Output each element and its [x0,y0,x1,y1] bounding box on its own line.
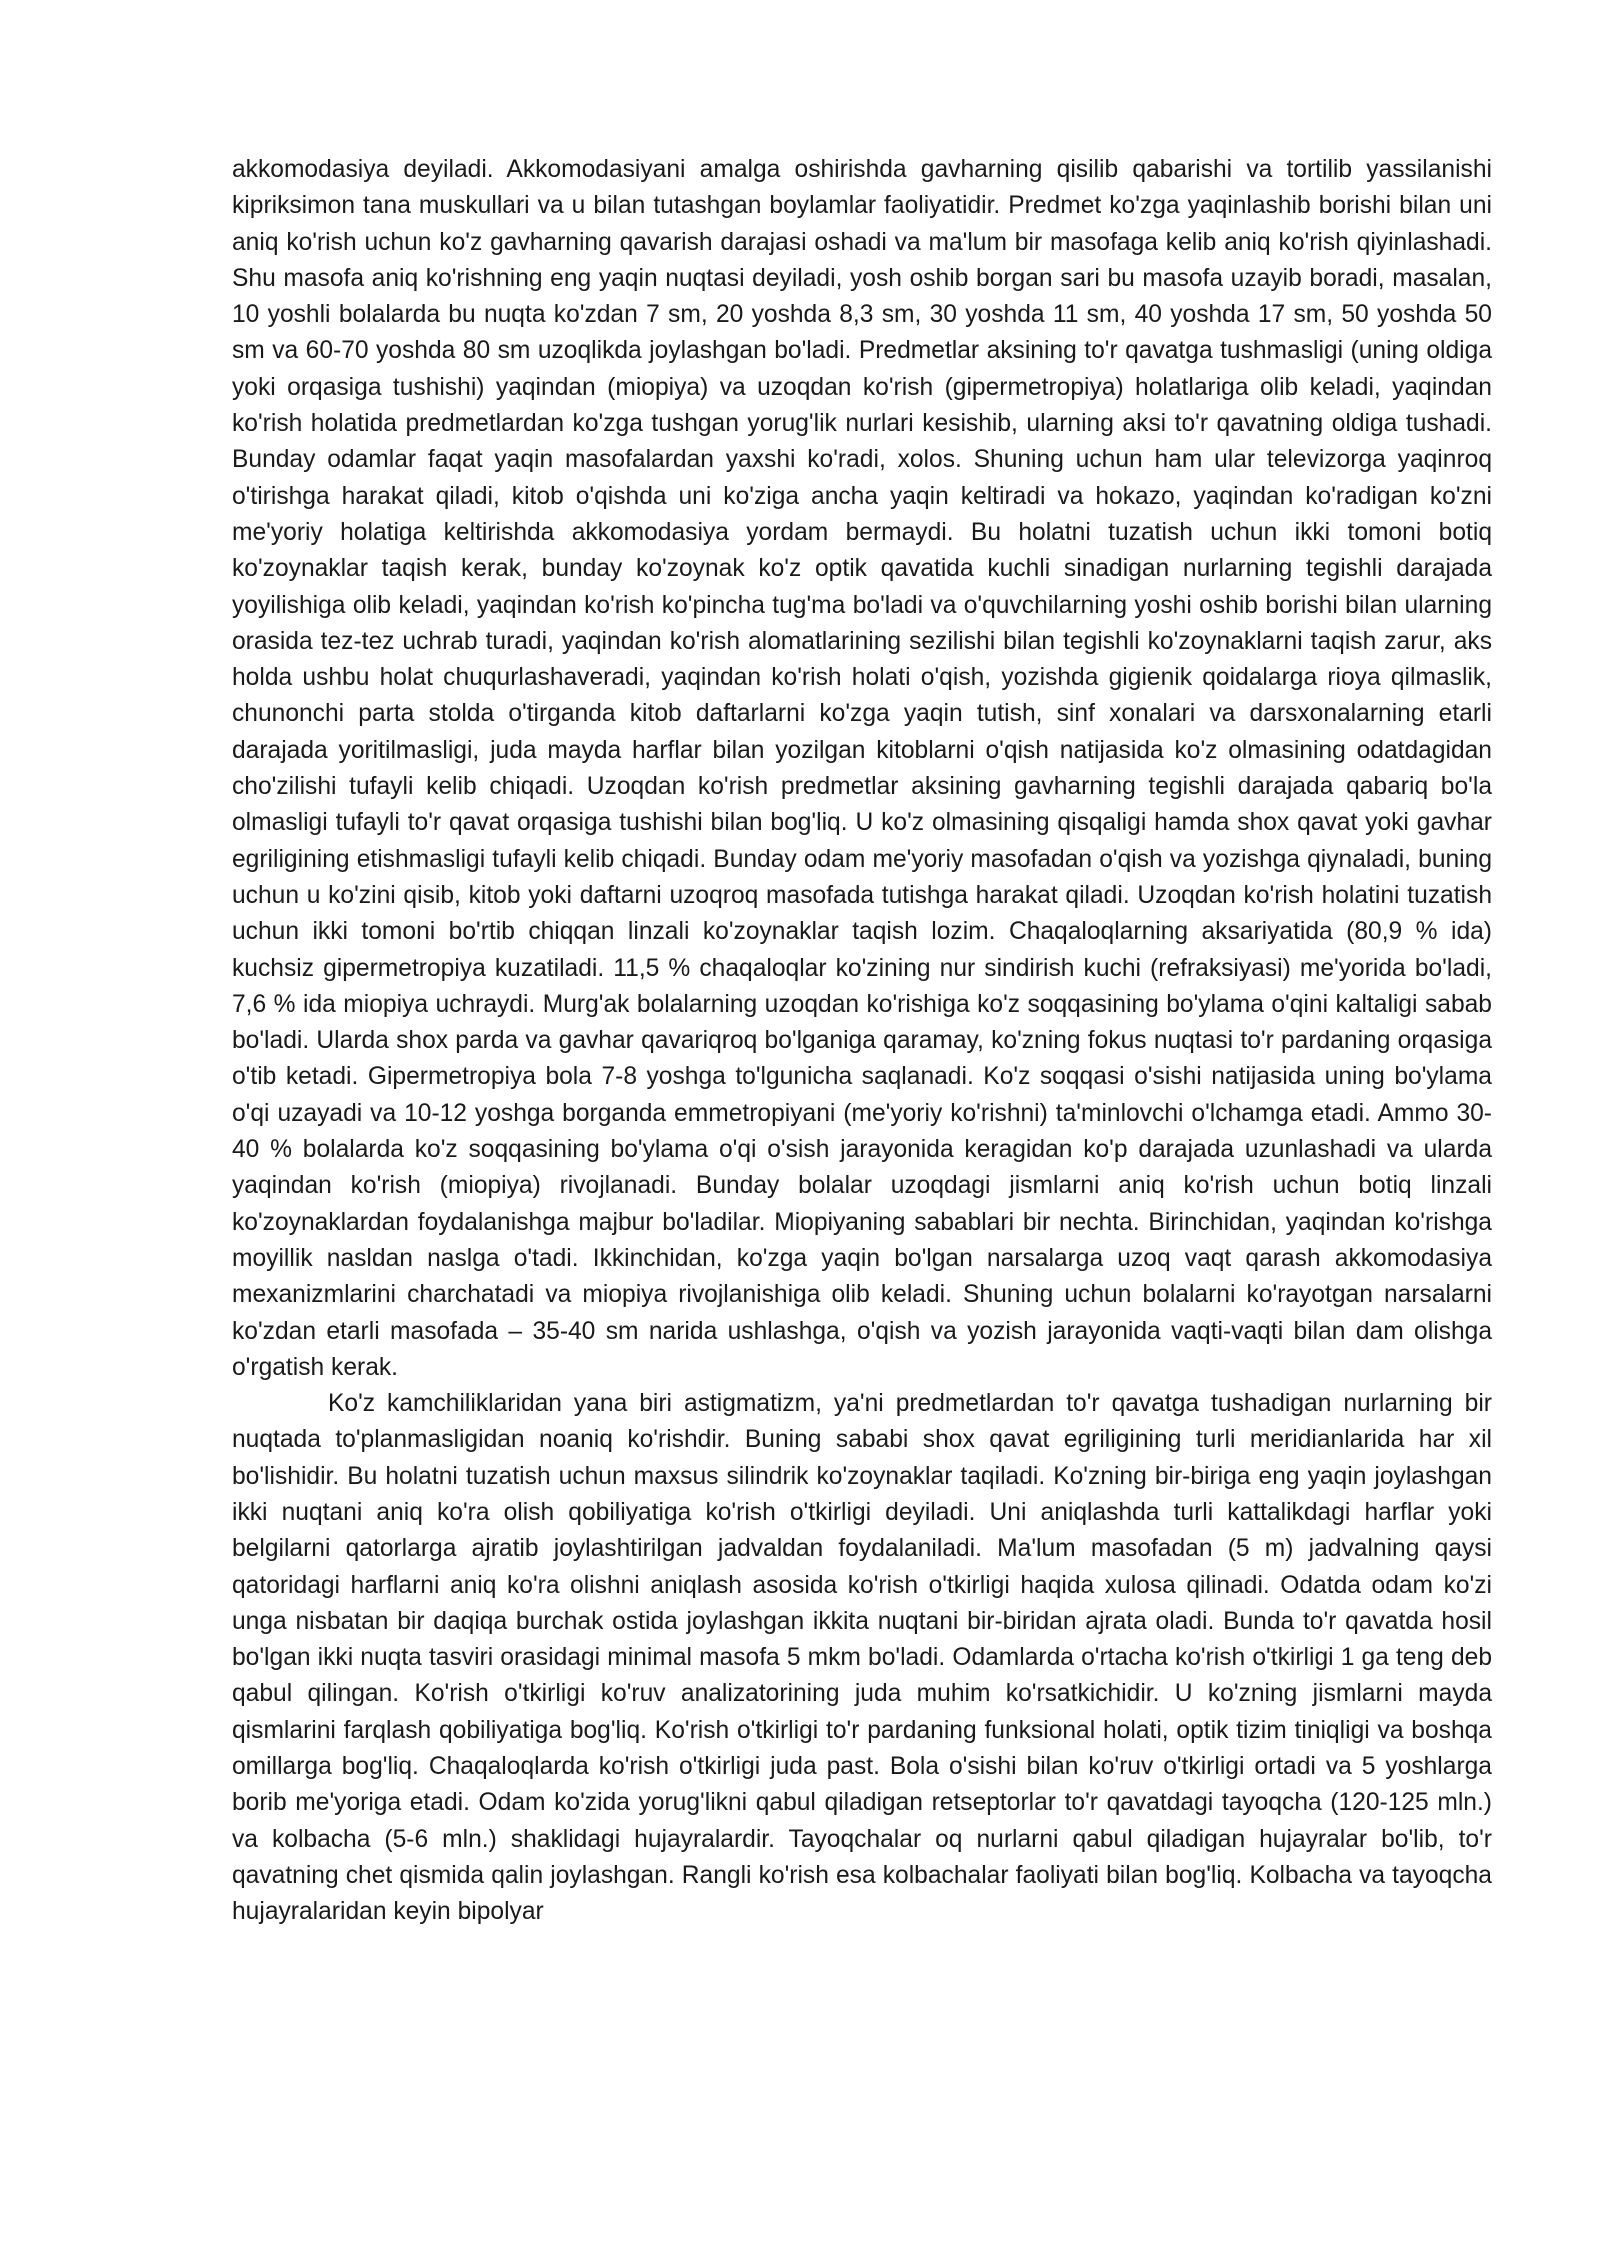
paragraph-astigmatism-acuity: Ko'z kamchiliklaridan yana biri astigmatizm, ya'ni predmetlardan to'r qavatga tushadigan nurlarning bir nuqtada to'planmasligidan noaniq ko'rishdir. Buning sababi shox qavat egriligining turli meridianlarida har xil bo'lishidir. Bu holatni tuzatish uchun maxsus silindrik ko'zoynaklar taqiladi. Ko'zning bir-biriga eng yaqin joylashgan ikki nuqtani aniq ko'ra olish qobiliyatiga ko'rish o'tkirligi deyiladi. Uni aniqlashda turli kattalikdagi harflar yoki belgilarni qatorlarga ajratib joylashtirilgan jadvaldan foydalaniladi. Ma'lum masofadan (5 m) jadvalning qaysi qatoridagi harflarni aniq ko'ra olishni aniqlash asosida ko'rish o'tkirligi haqida xulosa qilinadi. Odatda odam ko'zi unga nisbatan bir daqiqa burchak ostida joylashgan ikkita nuqtani bir-biridan ajrata oladi. Bunda to'r qavatda hosil bo'lgan ikki nuqta tasviri orasidagi minimal masofa 5 mkm bo'ladi. Odamlarda o'rtacha ko'rish o'tkirligi 1 ga teng deb qabul qilingan. Ko'rish o'tkirligi ko'ruv analizatorining juda muhim ko'rsatkichidir. U ko'zning jismlarni mayda qismlarini farqlash qobiliyatiga bog'liq. Ko'rish o'tkirligi to'r pardaning funksional holati, optik tizim tiniqligi va boshqa omillarga bog'liq. Chaqaloqlarda ko'rish o'tkirligi juda past. Bola o'sishi bilan ko'ruv o'tkirligi ortadi va 5 yoshlarga borib me'yoriga etadi. Odam ko'zida yorug'likni qabul qiladigan retseptorlar to'r qavatdagi tayoqcha (120-125 mln.) va kolbacha (5-6 mln.) shaklidagi hujayralardir. Tayoqchalar oq nurlarni qabul qiladigan hujayralar bo'lib, to'r qavatning chet qismida qalin joylashgan. Rangli ko'rish esa kolbachalar faoliyati bilan bog'liq. Kolbacha va tayoqcha hujayralaridan keyin bipolyar [232,1390,1492,1926]
paragraph-accommodation-refraction: akkomodasiya deyiladi. Akkomodasiyani amalga oshirishda gavharning qisilib qabarishi va tortilib yassilanishi kipriksimon tana muskullari va u bilan tutashgan boylamlar faoliyatidir. Predmet ko'zga yaqinlashib borishi bilan uni aniq ko'rish uchun ko'z gavharning qavarish darajasi oshadi va ma'lum bir masofaga kelib aniq ko'rish qiyinlashadi. Shu masofa aniq ko'rishning eng yaqin nuqtasi deyiladi, yosh oshib borgan sari bu masofa uzayib boradi, masalan, 10 yoshli bolalarda bu nuqta ko'zdan 7 sm, 20 yoshda 8,3 sm, 30 yoshda 11 sm, 40 yoshda 17 sm, 50 yoshda 50 sm va 60-70 yoshda 80 sm uzoqlikda joylashgan bo'ladi. Predmetlar aksining to'r qavatga tushmasligi (uning oldiga yoki orqasiga tushishi) yaqindan (miopiya) va uzoqdan ko'rish (gipermetropiya) holatlariga olib keladi, yaqindan ko'rish holatida predmetlardan ko'zga tushgan yorug'lik nurlari kesishib, ularning aksi to'r qavatning oldiga tushadi. Bunday odamlar faqat yaqin masofalardan yaxshi ko'radi, xolos. Shuning uchun ham ular televizorga yaqinroq o'tirishga harakat qiladi, kitob o'qishda uni ko'ziga ancha yaqin keltiradi va hokazo, yaqindan ko'radigan ko'zni me'yoriy holatiga keltirishda akkomodasiya yordam bermaydi. Bu holatni tuzatish uchun ikki tomoni botiq ko'zoynaklar taqish kerak, bunday ko'zoynak ko'z optik qavatida kuchli sinadigan nurlarning tegishli darajada yoyilishiga olib keladi, yaqindan ko'rish ko'pincha tug'ma bo'ladi va o'quvchilarning yoshi oshib borishi bilan ularning orasida tez-tez uchrab turadi, yaqindan ko'rish alomatlarining sezilishi bilan tegishli ko'zoynaklarni taqish zarur, aks holda ushbu holat chuqurlashaveradi, yaqindan ko'rish holati o'qish, yozishda gigienik qoidalarga rioya qilmaslik, chunonchi parta stolda o'tirganda kitob daftarlarni ko'zga yaqin tutish, sinf xonalari va darsxonalarning etarli darajada yoritilmasligi, juda mayda harflar bilan yozilgan kitoblarni o'qish natijasida ko'z olmasining odatdagidan cho'zilishi tufayli kelib chiqadi. Uzoqdan ko'rish predmetlar aksining gavharning tegishli darajada qabariq bo'la olmasligi tufayli to'r qavat orqasiga tushishi bilan bog'liq. U ko'z olmasining qisqaligi hamda shox qavat yoki gavhar egriligining etishmasligi tufayli kelib chiqadi. Bunday odam me'yoriy masofadan o'qish va yozishga qiynaladi, buning uchun u ko'zini qisib, kitob yoki daftarni uzoqroq masofada tutishga harakat qiladi. Uzoqdan ko'rish holatini tuzatish uchun ikki tomoni bo'rtib chiqqan linzali ko'zoynaklar taqish lozim. Chaqaloqlarning aksariyatida (80,9 % ida) kuchsiz gipermetropiya kuzatiladi. 11,5 % chaqaloqlar ko'zining nur sindirish kuchi (refraksiyasi) me'yorida bo'ladi, 7,6 % ida miopiya uchraydi. Murg'ak bolalarning uzoqdan ko'rishiga ko'z soqqasining bo'ylama o'qini kaltaligi sabab bo'ladi. Ularda shox parda va gavhar qavariqroq bo'lganiga qaramay, ko'zning fokus nuqtasi to'r pardaning orqasiga o'tib ketadi. Gipermetropiya bola 7-8 yoshga to'lgunicha saqlanadi. Ko'z soqqasi o'sishi natijasida uning bo'ylama o'qi uzayadi va 10-12 yoshga borganda emmetropiyani (me'yoriy ko'rishni) ta'minlovchi o'lchamga etadi. Ammo 30-40 % bolalarda ko'z soqqasining bo'ylama o'qi o'sish jarayonida keragidan ko'p darajada uzunlashadi va ularda yaqindan ko'rish (miopiya) rivojlanadi. Bunday bolalar uzoqdagi jismlarni aniq ko'rish uchun botiq linzali ko'zoynaklardan foydalanishga majbur bo'ladilar. Miopiyaning sabablari bir nechta. Birinchidan, yaqindan ko'rishga moyillik nasldan naslga o'tadi. Ikkinchidan, ko'zga yaqin bo'lgan narsalarga uzoq vaqt qarash akkomodasiya mexanizmlarini charchatadi va miopiya rivojlanishiga olib keladi. Shuning uchun bolalarni ko'rayotgan narsalarni ko'zdan etarli masofada – 35-40 sm narida ushlashga, o'qish va yozish jarayonida vaqti-vaqti bilan dam olishga o'rgatish kerak. [232,156,1492,1381]
document-page [232,152,1492,1931]
